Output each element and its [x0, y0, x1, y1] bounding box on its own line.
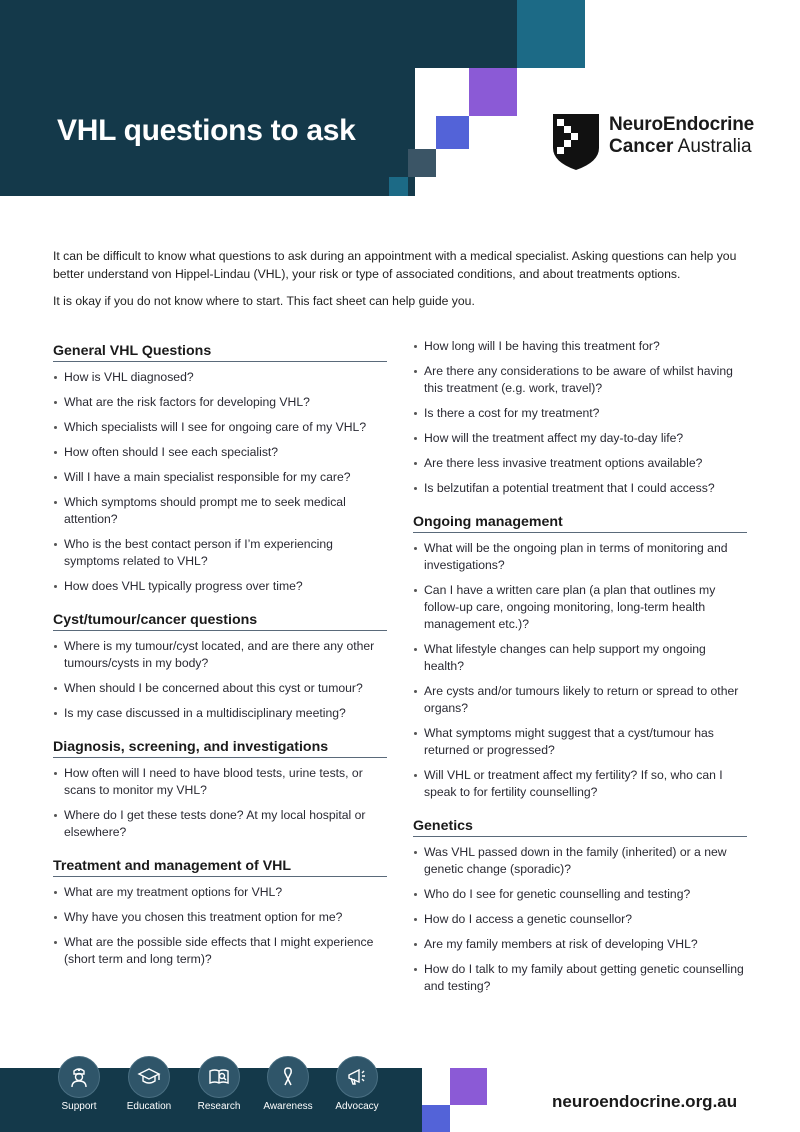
list-item: How often should I see each specialist? [53, 444, 387, 461]
logo-australia-word: Australia [673, 136, 752, 157]
footer-decor-square-purple [450, 1068, 487, 1105]
footer-nav-label: Education [126, 1101, 172, 1112]
logo-cancer-word: Cancer [609, 136, 674, 157]
section-heading-ongoing: Ongoing management [413, 511, 747, 533]
logo-name-line2 [609, 136, 754, 158]
research-book-icon [207, 1065, 231, 1089]
ribbon-icon [276, 1065, 300, 1089]
footer-nav-label: Awareness [263, 1101, 313, 1112]
list-item: How often will I need to have blood tests, urine tests, or scans to monitor my VHL? [53, 765, 387, 799]
list-item: Why have you chosen this treatment option for me? [53, 909, 387, 926]
list-item: How long will I be having this treatment for? [413, 338, 747, 355]
list-item: What are the risk factors for developing VHL? [53, 394, 387, 411]
logo-shield-icon [553, 114, 599, 170]
megaphone-icon [345, 1065, 369, 1089]
list-item: What lifestyle changes can help support my ongoing health? [413, 641, 747, 675]
footer-nav-advocacy[interactable] [325, 1056, 389, 1112]
footer-nav-label: Research [197, 1101, 241, 1112]
footer-decor-square-indigo [422, 1105, 450, 1132]
list-item: Who is the best contact person if I’m experiencing symptoms related to VHL? [53, 536, 387, 570]
list-item: Are cysts and/or tumours likely to return or spread to other organs? [413, 683, 747, 717]
footer-nav-awareness[interactable] [256, 1056, 320, 1112]
right-column [413, 338, 747, 1009]
list-item: What are my treatment options for VHL? [53, 884, 387, 901]
section-heading-cyst: Cyst/tumour/cancer questions [53, 609, 387, 631]
list-item: How is VHL diagnosed? [53, 369, 387, 386]
decor-square-small [389, 177, 408, 196]
list-item: What will be the ongoing plan in terms of monitoring and investigations? [413, 540, 747, 574]
list-item: Are there any considerations to be aware of whilst having this treatment (e.g. work, travel)? [413, 363, 747, 397]
header-decor-block [415, 0, 517, 68]
footer-nav-research[interactable] [187, 1056, 251, 1112]
website-link[interactable]: neuroendocrine.org.au [552, 1092, 738, 1111]
question-list-genetics [413, 844, 747, 995]
section-heading-diagnosis: Diagnosis, screening, and investigations [53, 736, 387, 758]
question-list-treatment-continued [413, 338, 747, 497]
intro [53, 247, 753, 319]
intro-paragraph-2: It is okay if you do not know where to start. This fact sheet can help guide you. [53, 294, 475, 308]
list-item: How does VHL typically progress over time? [53, 578, 387, 595]
header-banner [0, 0, 415, 196]
list-item: Was VHL passed down in the family (inherited) or a new genetic change (sporadic)? [413, 844, 747, 878]
decor-square-slate [408, 149, 436, 177]
list-item: Is there a cost for my treatment? [413, 405, 747, 422]
question-list-treatment [53, 884, 387, 968]
nurse-icon [67, 1065, 91, 1089]
question-list-cyst [53, 638, 387, 722]
question-list-general [53, 369, 387, 595]
logo [553, 112, 763, 172]
logo-name-line1: NeuroEndocrine [609, 114, 754, 135]
list-item: Where is my tumour/cyst located, and are there any other tumours/cysts in my body? [53, 638, 387, 672]
footer-nav-support[interactable] [47, 1056, 111, 1112]
list-item: Is belzutifan a potential treatment that I could access? [413, 480, 747, 497]
list-item: Will I have a main specialist responsible for my care? [53, 469, 387, 486]
list-item: Who do I see for genetic counselling and testing? [413, 886, 747, 903]
footer-nav-education[interactable] [117, 1056, 181, 1112]
section-heading-genetics: Genetics [413, 815, 747, 837]
list-item: Where do I get these tests done? At my local hospital or elsewhere? [53, 807, 387, 841]
page-title: VHL questions to ask [57, 114, 356, 147]
list-item: Which specialists will I see for ongoing care of my VHL? [53, 419, 387, 436]
list-item: What symptoms might suggest that a cyst/tumour has returned or progressed? [413, 725, 747, 759]
list-item: Is my case discussed in a multidisciplinary meeting? [53, 705, 387, 722]
footer-nav-label: Advocacy [335, 1101, 379, 1112]
decor-square-indigo [436, 116, 469, 149]
list-item: Are there less invasive treatment options available? [413, 455, 747, 472]
list-item: Will VHL or treatment affect my fertility? If so, who can I speak to for fertility counselling? [413, 767, 747, 801]
list-item: What are the possible side effects that I might experience (short term and long term)? [53, 934, 387, 968]
intro-paragraph-1: It can be difficult to know what questions to ask during an appointment with a medical specialist. Asking questions can help you better understand von Hippel-Lindau (VHL), your risk or type of associated conditions, and about treatments options. [53, 249, 737, 281]
decor-square-teal [517, 0, 585, 68]
section-heading-treatment: Treatment and management of VHL [53, 855, 387, 877]
list-item: How will the treatment affect my day-to-day life? [413, 430, 747, 447]
question-list-ongoing [413, 540, 747, 801]
graduation-cap-icon [137, 1065, 161, 1089]
list-item: How do I talk to my family about getting genetic counselling and testing? [413, 961, 747, 995]
list-item: Can I have a written care plan (a plan that outlines my follow-up care, ongoing monitoring, long-term health management etc.)? [413, 582, 747, 633]
footer-nav-label: Support [61, 1101, 97, 1112]
section-heading-general: General VHL Questions [53, 340, 387, 362]
question-list-diagnosis [53, 765, 387, 841]
list-item: Which symptoms should prompt me to seek medical attention? [53, 494, 387, 528]
list-item: When should I be concerned about this cyst or tumour? [53, 680, 387, 697]
list-item: How do I access a genetic counsellor? [413, 911, 747, 928]
list-item: Are my family members at risk of developing VHL? [413, 936, 747, 953]
decor-square-purple [469, 68, 517, 116]
left-column [53, 340, 387, 982]
